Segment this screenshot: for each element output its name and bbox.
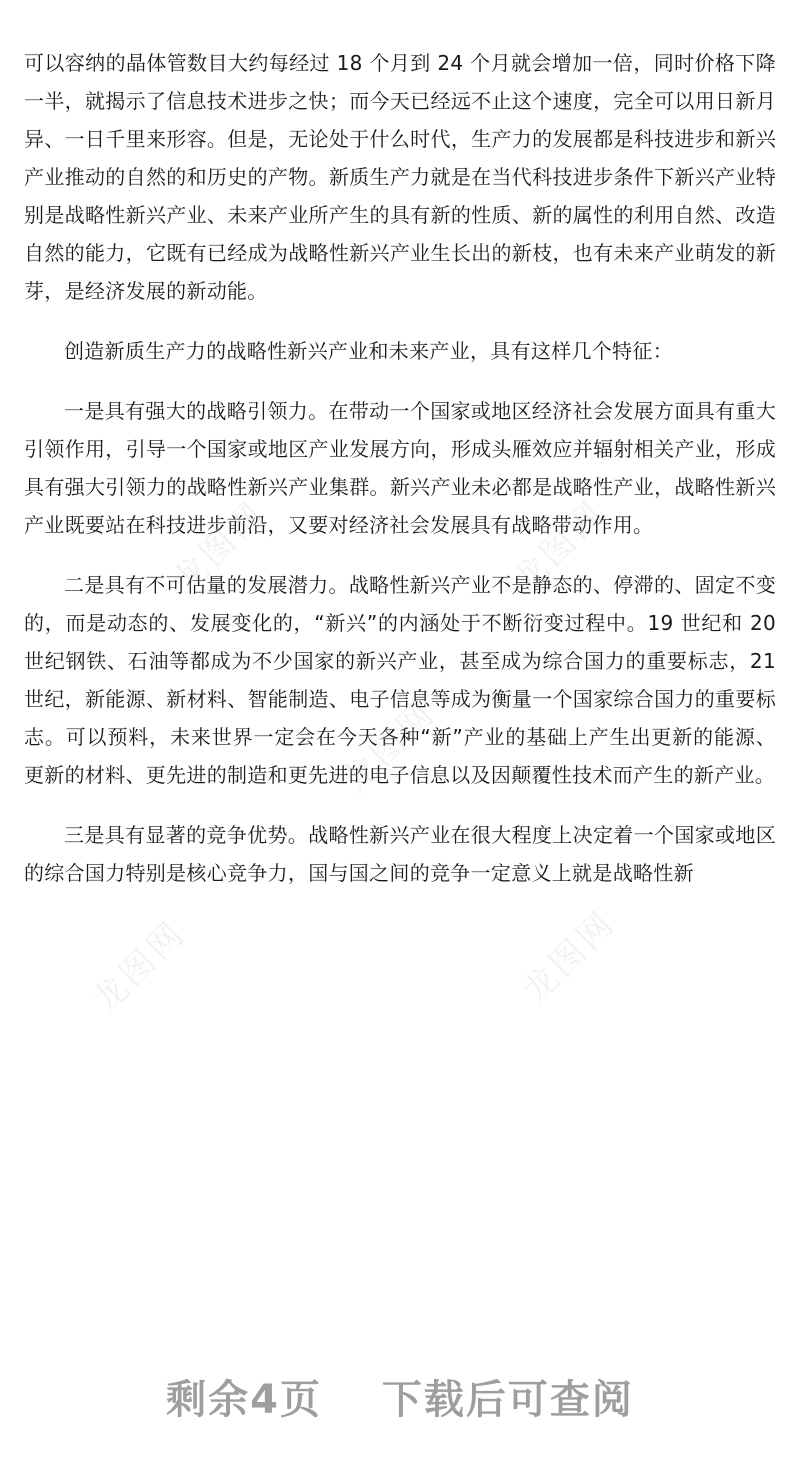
paragraph-feature-three: 三是具有显著的竞争优势。战略性新兴产业在很大程度上决定着一个国家或地区的综合国力特别是核心竞争力，国与国之间的竞争一定意义上就是战略性新 xyxy=(24,823,776,885)
download-prompt-label[interactable]: 下载后可查阅 xyxy=(381,1377,634,1423)
watermark: 龙图网 xyxy=(165,492,274,602)
paragraph-intro: 可以容纳的晶体管数目大约每经过 18 个月到 24 个月就会增加一倍，同时价格下降一半，就揭示了信息技术进步之快；而今天已经远不止这个速度，完全可以用日新月异、一日千里来形容。但是，无论处于什么时代，生产力的发展都是科技进步和新兴产业推动的自然的和历史的产物。新质生产力就是在当代科技进步条件下新兴产业特别是战略性新兴产业、未来产业所产生的具有新的性质、新的属性的利用自然、改造自然的能力，它既有已经成为战略性新兴产业生长出的新枝，也有未来产业萌发的新芽，是经济发展的新动能。 xyxy=(24,51,776,303)
paragraph-feature-two: 二是具有不可估量的发展潜力。战略性新兴产业不是静态的、停滞的、固定不变的，而是动态的、发展变化的，“新兴”的内涵处于不断衍变过程中。19 世纪和 20 世纪钢铁、石油等都成为不少国家的新兴产业，甚至成为综合国力的重要标志，21 世纪，新能源、新材料、智能制造、电子信息等成为衡量一个国家综合国力的重要标志。可以预料，未来世界一定会在今天各种“新”产业的基础上产生出更新的能源、更新的材料、更先进的制造和更先进的电子信息以及因颠覆性技术而产生的新产业。 xyxy=(24,573,776,787)
watermark: 龙图网 xyxy=(335,692,444,802)
watermark: 龙图网 xyxy=(505,492,614,602)
paragraph-feature-one: 一是具有强大的战略引领力。在带动一个国家或地区经济社会发展方面具有重大引领作用，引导一个国家或地区产业发展方向，形成头雁效应并辐射相关产业，形成具有强大引领力的战略性新兴产业集群。新兴产业未必都是战略性产业，战略性新兴产业既要站在科技进步前沿，又要对经济社会发展具有战略带动作用。 xyxy=(24,399,776,537)
watermark: 龙图网 xyxy=(85,912,194,1022)
watermark: 龙图网 xyxy=(515,902,624,1012)
paragraph-features-lead: 创造新质生产力的战略性新兴产业和未来产业，具有这样几个特征： xyxy=(64,339,673,363)
remaining-pages-label[interactable]: 剩余4页 xyxy=(166,1377,322,1423)
download-banner[interactable] xyxy=(0,1370,800,1430)
document-body xyxy=(24,44,776,914)
